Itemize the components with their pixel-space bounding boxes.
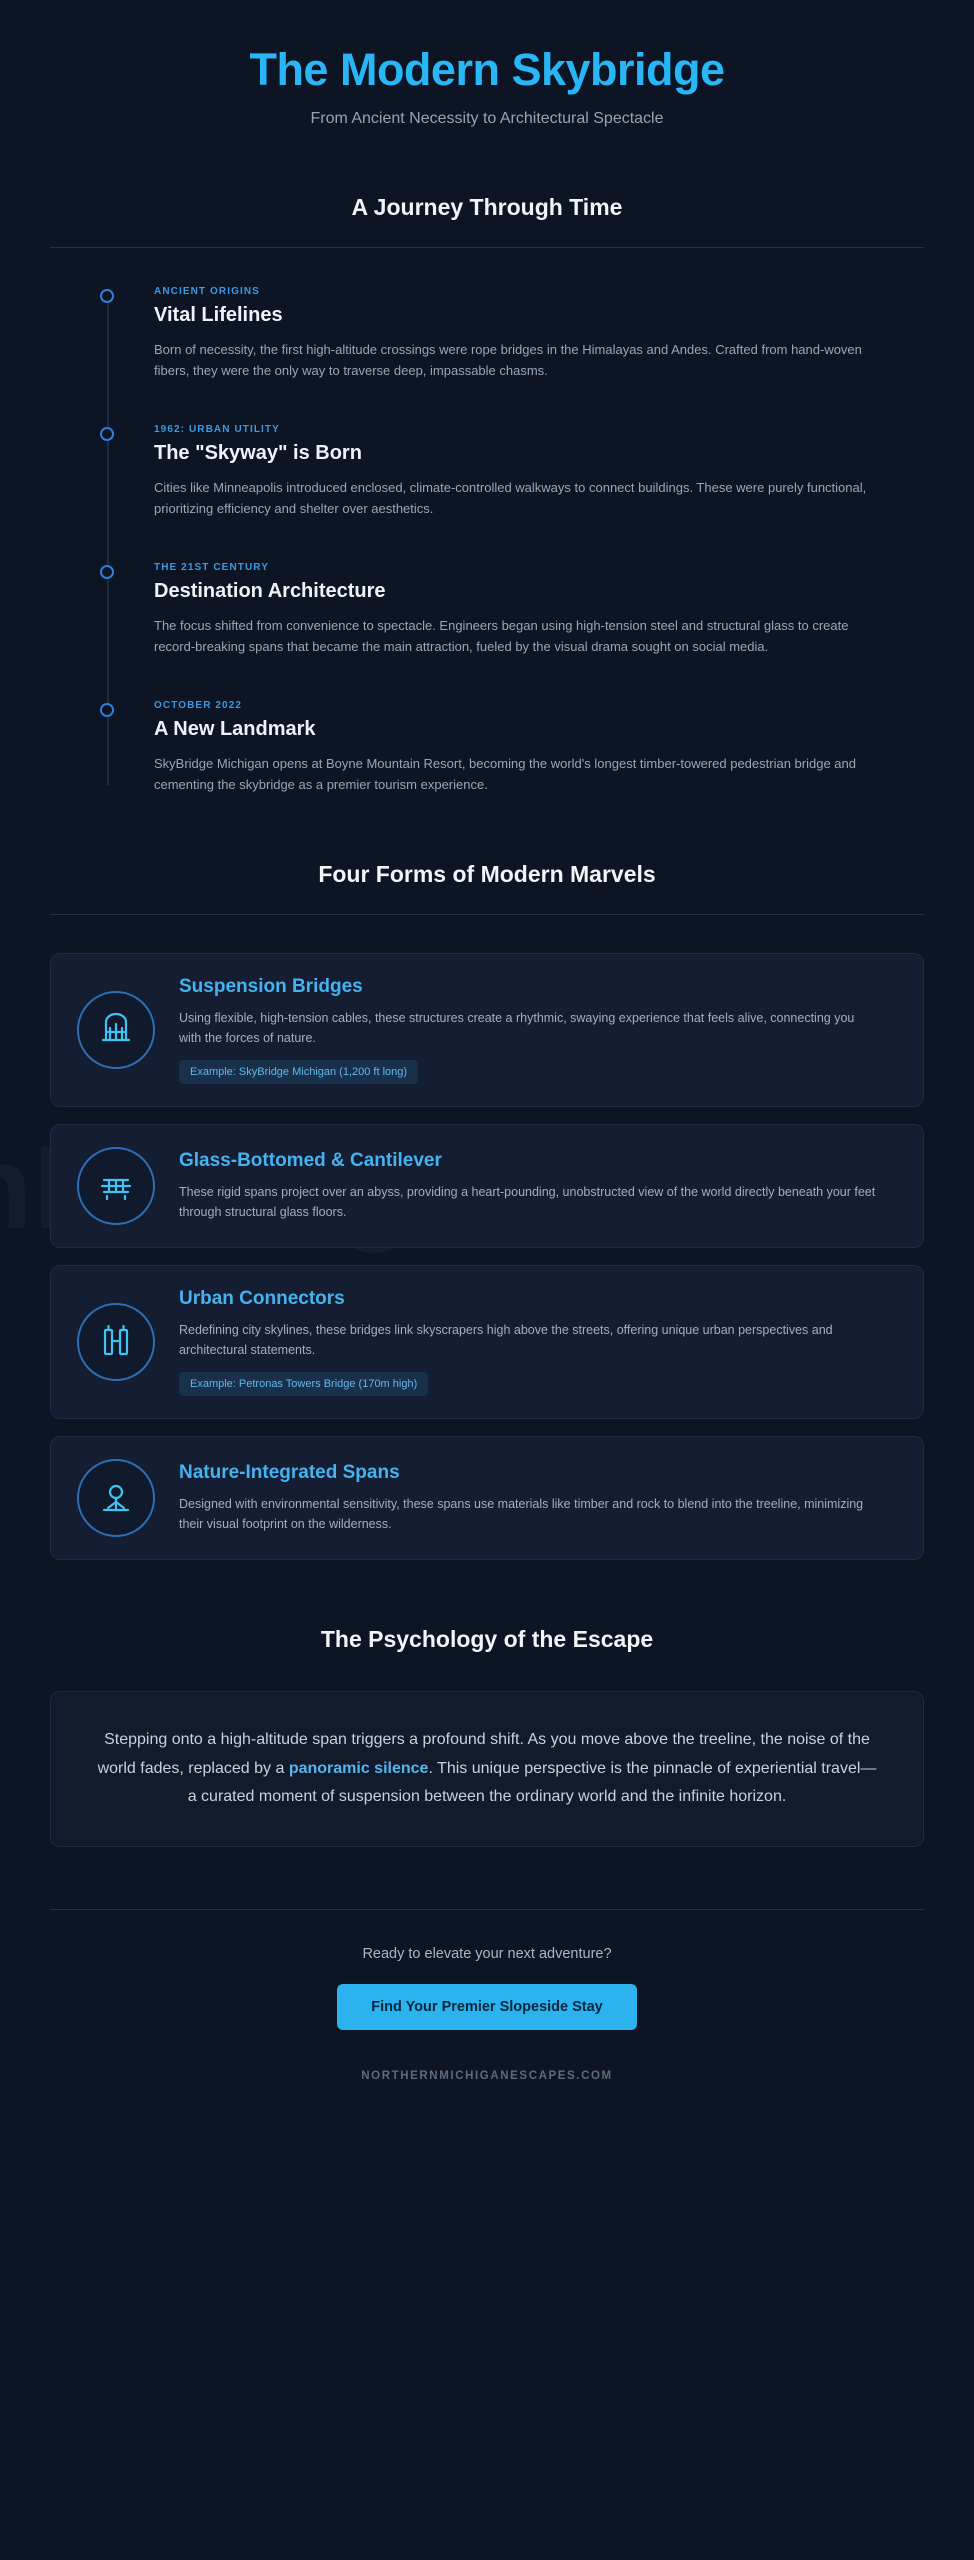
timeline-dot-icon (100, 565, 114, 579)
form-card (50, 1436, 924, 1560)
cta-prompt: Ready to elevate your next adventure? (362, 1945, 612, 1962)
psychology-section-header (50, 1626, 924, 1653)
form-card (50, 1124, 924, 1248)
timeline-title: A New Landmark (154, 718, 316, 741)
page-subtitle: From Ancient Necessity to Architectural Spectacle (310, 109, 664, 127)
forms-section-header (50, 861, 924, 888)
timeline-section-heading: A Journey Through Time (351, 193, 623, 220)
timeline-body: Cities like Minneapolis introduced enclosed, climate-controlled walkways to connect buildings. These were purely functional, prioritizing efficiency and shelter over aesthetics. (154, 479, 867, 516)
timeline-title: Destination Architecture (154, 579, 386, 602)
timeline-item (107, 562, 924, 657)
timeline-section-header (50, 194, 924, 221)
section-divider (50, 247, 924, 248)
glass-floor-icon (77, 1147, 155, 1225)
timeline-era: 1962: URBAN UTILITY (154, 423, 280, 435)
page-title: The Modern Skybridge (249, 44, 725, 95)
timeline-dot-icon (100, 427, 114, 441)
suspension-bridge-icon (77, 991, 155, 1069)
psychology-section-heading: The Psychology of the Escape (320, 1626, 654, 1653)
find-stay-button[interactable]: Find Your Premier Slopeside Stay (337, 1984, 637, 2030)
timeline-era: THE 21ST CENTURY (154, 561, 270, 573)
timeline-era: OCTOBER 2022 (154, 700, 243, 712)
form-card-title: Nature-Integrated Spans (179, 1462, 400, 1484)
form-card (50, 953, 924, 1107)
timeline-item (107, 424, 924, 519)
timeline-dot-icon (100, 289, 114, 303)
footer-site-name: NORTHERNMICHIGANESCAPES.COM (361, 2069, 613, 2082)
quote-part-two: . This unique perspective is the pinnacle of experiential travel—a curated moment of suspension between the ordinary world and the infinite horizon. (187, 1759, 877, 1806)
section-divider (50, 914, 924, 915)
forms-card-list (50, 953, 924, 1560)
form-card-desc: Redefining city skylines, these bridges link skyscrapers high above the streets, offering unique urban perspectives and architectural statements. (179, 1323, 833, 1358)
psychology-quote-box (50, 1691, 924, 1846)
form-card-title: Urban Connectors (179, 1288, 345, 1310)
skyscraper-link-icon (77, 1303, 155, 1381)
timeline-body: The focus shifted from convenience to spectacle. Engineers began using high-tension steel and structural glass to create record-breaking spans that became the main attraction, fueled by the visual drama sought on social media. (154, 617, 849, 654)
timeline-title: Vital Lifelines (154, 303, 283, 326)
form-card-tag: Example: SkyBridge Michigan (1,200 ft long) (179, 1060, 418, 1084)
form-card-title: Glass-Bottomed & Cantilever (179, 1150, 442, 1172)
form-card-desc: Designed with environmental sensitivity, these spans use materials like timber and rock to blend into the treeline, minimizing their visual footprint on the wilderness. (179, 1497, 864, 1532)
form-card-title: Suspension Bridges (179, 976, 363, 998)
form-card-tag: Example: Petronas Towers Bridge (170m high) (179, 1372, 428, 1396)
quote-part-one: Stepping onto a high-altitude span triggers a profound shift. As you move above the treeline, the noise of the world fades, replaced by a (97, 1731, 870, 1777)
timeline-item (107, 286, 924, 381)
timeline-item (107, 700, 924, 795)
psychology-quote (97, 1726, 877, 1811)
form-card-desc: These rigid spans project over an abyss, providing a heart-pounding, unobstructed view of the world directly beneath your feet through structural glass floors. (179, 1185, 876, 1220)
form-card-desc: Using flexible, high-tension cables, these structures create a rhythmic, swaying experience that feels alive, connecting you with the forces of nature. (179, 1011, 855, 1046)
timeline-era: ANCIENT ORIGINS (154, 285, 260, 297)
forms-section-heading: Four Forms of Modern Marvels (318, 861, 656, 888)
timeline-body: SkyBridge Michigan opens at Boyne Mountain Resort, becoming the world's longest timber-towered pedestrian bridge and cementing the skybridge as a premier tourism experience. (154, 756, 856, 793)
timeline (50, 286, 924, 795)
tree-span-icon (77, 1459, 155, 1537)
page-footer (50, 1910, 924, 2126)
quote-highlight: panoramic silence (288, 1759, 429, 1777)
timeline-body: Born of necessity, the first high-altitude crossings were rope bridges in the Himalayas and Andes. Crafted from hand-woven fibers, they were the only way to traverse deep, impassable chasms. (154, 341, 862, 378)
form-card (50, 1265, 924, 1419)
timeline-title: The "Skyway" is Born (154, 441, 362, 464)
timeline-dot-icon (100, 703, 114, 717)
page-header (50, 0, 924, 128)
